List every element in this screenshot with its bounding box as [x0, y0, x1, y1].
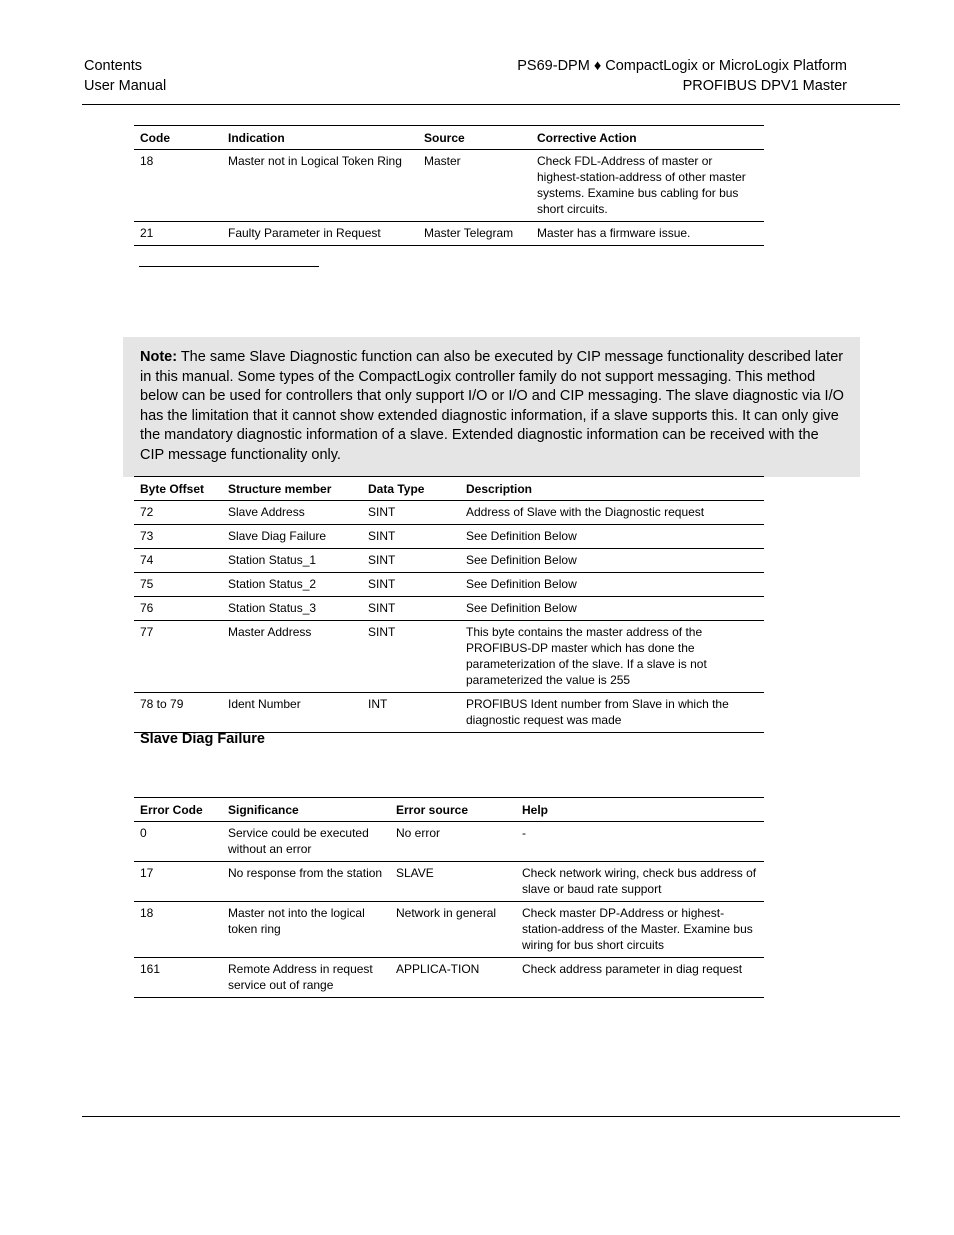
table-cell: SINT — [362, 573, 460, 597]
header-document-name: User Manual — [84, 77, 167, 94]
table-cell: SINT — [362, 549, 460, 573]
table-cell: No error — [390, 822, 516, 862]
table-cell: 74 — [134, 549, 222, 573]
table-row — [134, 693, 764, 733]
footer-divider — [82, 1116, 900, 1117]
error-code-table — [134, 125, 764, 246]
table-cell: SLAVE — [390, 862, 516, 902]
column-header: Error Code — [134, 798, 222, 822]
diagnostic-structure-table — [134, 476, 764, 733]
table-cell: SINT — [362, 501, 460, 525]
table-cell: 21 — [134, 222, 222, 246]
table-cell: Master — [418, 150, 531, 222]
table-cell: See Definition Below — [460, 549, 764, 573]
column-header: Indication — [222, 126, 418, 150]
table-cell: Slave Address — [222, 501, 362, 525]
table-cell: SINT — [362, 525, 460, 549]
column-header: Significance — [222, 798, 390, 822]
table-cell: Station Status_1 — [222, 549, 362, 573]
table-cell: SINT — [362, 597, 460, 621]
table-header-row — [134, 798, 764, 822]
table-cell: Check FDL-Address of master or highest-station-address of other master systems. Examine bus cabling for bus short circuits. — [531, 150, 764, 222]
column-header: Data Type — [362, 477, 460, 501]
column-header: Byte Offset — [134, 477, 222, 501]
table-header-row — [134, 126, 764, 150]
table-row — [134, 222, 764, 246]
table-row — [134, 862, 764, 902]
table-cell: SINT — [362, 621, 460, 693]
section-title: Slave Diag Failure — [140, 731, 265, 747]
column-header: Source — [418, 126, 531, 150]
table-cell: Address of Slave with the Diagnostic request — [460, 501, 764, 525]
column-header: Description — [460, 477, 764, 501]
table-cell: Network in general — [390, 902, 516, 958]
table-row — [134, 549, 764, 573]
table-cell: 76 — [134, 597, 222, 621]
section-divider — [139, 266, 319, 267]
table-cell: Station Status_2 — [222, 573, 362, 597]
table-row — [134, 597, 764, 621]
table-cell: Check network wiring, check bus address of slave or baud rate support — [516, 862, 764, 902]
table-cell: See Definition Below — [460, 573, 764, 597]
table-cell: Ident Number — [222, 693, 362, 733]
table-cell: 73 — [134, 525, 222, 549]
table-row — [134, 150, 764, 222]
table-cell: 18 — [134, 902, 222, 958]
table-cell: Faulty Parameter in Request — [222, 222, 418, 246]
table-cell: 78 to 79 — [134, 693, 222, 733]
table-cell: Master not into the logical token ring — [222, 902, 390, 958]
header-divider — [82, 104, 900, 105]
table-cell: Slave Diag Failure — [222, 525, 362, 549]
table-row — [134, 525, 764, 549]
table-cell: No response from the station — [222, 862, 390, 902]
table-row — [134, 573, 764, 597]
table-cell: Check address parameter in diag request — [516, 958, 764, 998]
table-cell: Remote Address in request service out of range — [222, 958, 390, 998]
table-cell: 18 — [134, 150, 222, 222]
table-cell: Check master DP-Address or highest-station-address of the Master. Examine bus wiring for bus short circuits — [516, 902, 764, 958]
column-header: Structure member — [222, 477, 362, 501]
table-cell: Master Telegram — [418, 222, 531, 246]
note-text: The same Slave Diagnostic function can also be executed by CIP message functionality described later in this manual. Some types of the CompactLogix controller family do not support messaging. This method below can be used for controllers that only support I/O or I/O and CIP messaging. The slave diagnostic via I/O has the limitation that it cannot show extended diagnostic information, if a slave supports this. It can only give the mandatory diagnostic information of a slave. Extended diagnostic information can be received with the CIP message functionality only. — [140, 349, 844, 463]
table-cell: 72 — [134, 501, 222, 525]
table-cell: 75 — [134, 573, 222, 597]
header-product-subtitle: PROFIBUS DPV1 Master — [682, 77, 847, 94]
header-section-name: Contents — [84, 58, 143, 74]
table-cell: Master not in Logical Token Ring — [222, 150, 418, 222]
page-header-right — [517, 57, 847, 96]
column-header: Help — [516, 798, 764, 822]
table-cell: APPLICA-TION — [390, 958, 516, 998]
table-cell: INT — [362, 693, 460, 733]
column-header: Code — [134, 126, 222, 150]
header-product-title: PS69-DPM ♦ CompactLogix or MicroLogix Platform — [517, 58, 847, 74]
table-cell: See Definition Below — [460, 597, 764, 621]
note-box — [123, 337, 860, 477]
table-row — [134, 621, 764, 693]
note-label: Note: — [140, 349, 178, 365]
table-row — [134, 958, 764, 998]
table-cell: Master Address — [222, 621, 362, 693]
column-header: Error source — [390, 798, 516, 822]
table-cell: 161 — [134, 958, 222, 998]
table-cell: 0 — [134, 822, 222, 862]
table-cell: Station Status_3 — [222, 597, 362, 621]
table-row — [134, 822, 764, 862]
table-cell: 77 — [134, 621, 222, 693]
table-row — [134, 902, 764, 958]
table-cell: 17 — [134, 862, 222, 902]
page-header-left — [84, 57, 166, 96]
table-header-row — [134, 477, 764, 501]
table-cell: - — [516, 822, 764, 862]
table-cell: PROFIBUS Ident number from Slave in which the diagnostic request was made — [460, 693, 764, 733]
table-cell: Service could be executed without an error — [222, 822, 390, 862]
table-cell: See Definition Below — [460, 525, 764, 549]
column-header: Corrective Action — [531, 126, 764, 150]
slave-diag-failure-table — [134, 797, 764, 998]
table-cell: Master has a firmware issue. — [531, 222, 764, 246]
table-row — [134, 501, 764, 525]
table-cell: This byte contains the master address of the PROFIBUS-DP master which has done the parameterization of the slave. If a slave is not parameterized the value is 255 — [460, 621, 764, 693]
